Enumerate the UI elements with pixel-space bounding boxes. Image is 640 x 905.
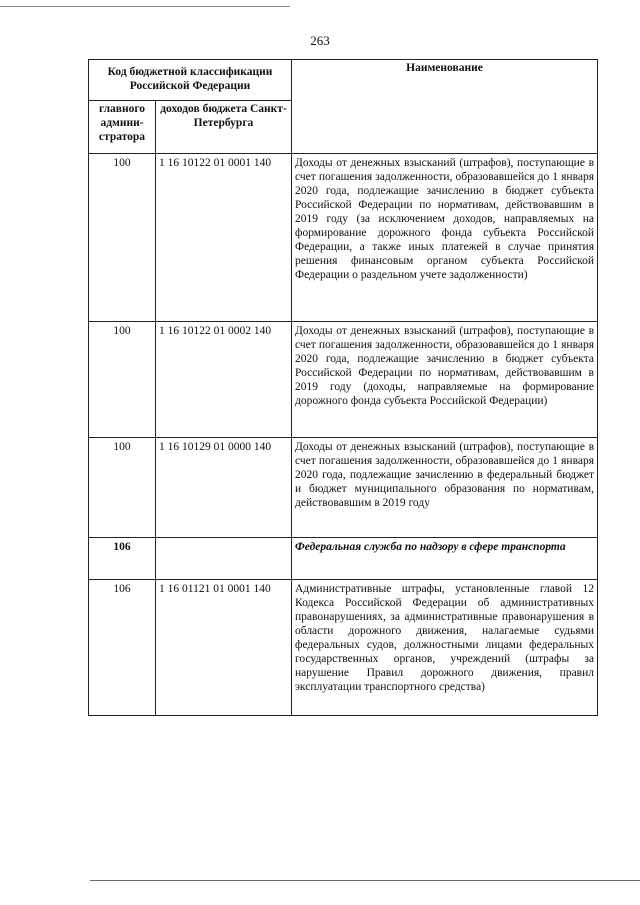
budget-code-cell: 1 16 01121 01 0001 140	[156, 580, 292, 716]
header-name: Наименование	[292, 60, 598, 154]
header-admin: главного админи-стратора	[89, 101, 156, 154]
budget-code-cell: 1 16 10122 01 0002 140	[156, 322, 292, 438]
table-row	[89, 322, 598, 438]
header-classification-code: Код бюджетной классификации Российской Федерации	[89, 60, 292, 101]
table-row	[89, 154, 598, 322]
page-number: 263	[310, 33, 330, 48]
top-rule	[0, 6, 290, 7]
name-cell: Доходы от денежных взысканий (штрафов), поступающие в счет погашения задолженности, образовавшейся до 1 января 2020 года, подлежащие зачислению в бюджет субъекта Российской Федерации по нормативам, действовавшим в 2019 году (за исключением доходов, направляемых на формирование дорожного фонда субъекта Российской Федерации, а также иных платежей в случае принятия решения финансовым органом субъекта Российской Федерации о раздельном учете задолженности)	[292, 154, 598, 322]
budget-classification-table	[88, 59, 598, 716]
table-row	[89, 580, 598, 716]
admin-code-cell: 106	[89, 538, 156, 580]
admin-code-cell: 100	[89, 154, 156, 322]
section-title-cell: Федеральная служба по надзору в сфере транспорта	[292, 538, 598, 580]
header-revenue: доходов бюджета Санкт-Петербурга	[156, 101, 292, 154]
budget-code-cell: 1 16 10129 01 0000 140	[156, 438, 292, 538]
admin-code-cell: 100	[89, 322, 156, 438]
name-cell: Административные штрафы, установленные главой 12 Кодекса Российской Федерации об административных правонарушениях, за административные правонарушения в области дорожного движения, налагаемые судьями федеральных судов, должностными лицами федеральных государственных органов, учреждений (штрафы за нарушение Правил дорожного движения, правил эксплуатации транспортного средства)	[292, 580, 598, 716]
budget-code-cell	[156, 538, 292, 580]
admin-code-cell: 106	[89, 580, 156, 716]
section-row	[89, 538, 598, 580]
admin-code-cell: 100	[89, 438, 156, 538]
header-row-group	[89, 60, 598, 101]
bottom-rule	[90, 880, 640, 881]
name-cell: Доходы от денежных взысканий (штрафов), поступающие в счет погашения задолженности, образовавшейся до 1 января 2020 года, подлежащие зачислению в федеральный бюджет и бюджет муниципального образования по нормативам, действовавшим в 2019 году	[292, 438, 598, 538]
table-row	[89, 438, 598, 538]
budget-code-cell: 1 16 10122 01 0001 140	[156, 154, 292, 322]
name-cell: Доходы от денежных взысканий (штрафов), поступающие в счет погашения задолженности, образовавшейся до 1 января 2020 года, подлежащие зачислению в бюджет субъекта Российской Федерации по нормативам, действовавшим в 2019 году (доходы, направляемые на формирование дорожного фонда субъекта Российской Федерации)	[292, 322, 598, 438]
